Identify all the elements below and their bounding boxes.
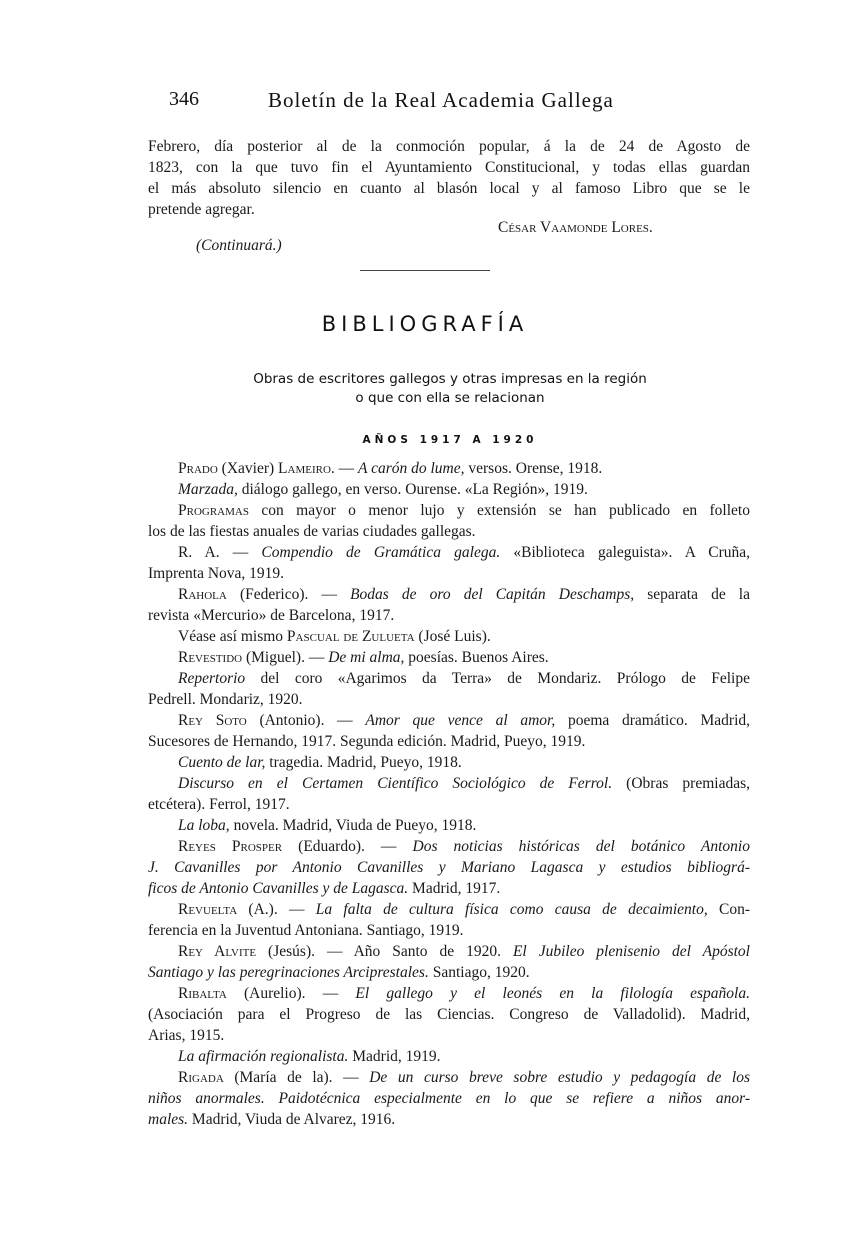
entry-text: Madrid, 1917.: [408, 880, 501, 897]
list-item: [178, 901, 750, 919]
entry-title-line: [148, 859, 750, 877]
entry-title: De mi alma,: [328, 649, 405, 666]
entry-text: separata de la: [634, 586, 750, 603]
list-item: [178, 838, 750, 856]
entry-title: Santiago y las peregrinaciones Arciprestales.: [148, 964, 429, 981]
list-item: [178, 544, 750, 562]
text-line: revista «Mercurio» de Barcelona, 1917.: [148, 607, 395, 624]
entry-title: Amor que vence al amor,: [365, 712, 556, 729]
entry-title: J. Cavanilles por Antonio Cavanilles y Mariano Lagasca y estudios bibliográ-: [148, 859, 750, 876]
author-signature: César Vaamonde Lores.: [498, 219, 653, 236]
entry-text: (Obras premiadas,: [612, 775, 750, 792]
entry-author: Revuelta: [178, 901, 238, 918]
entry-text: diálogo gallego, en verso. Ourense. «La Región», 1919.: [237, 481, 588, 498]
entry-text: . —: [330, 460, 359, 477]
entry-title: niños anormales. Paidotécnica especialmente en lo que se refiere a niños anor-: [148, 1090, 750, 1107]
entry-author: Rahola: [178, 586, 227, 603]
entry-text: (Miguel). —: [242, 649, 329, 666]
entry-author: R. A. —: [178, 544, 262, 561]
section-years: AÑOS 1917 A 1920: [362, 434, 538, 446]
text-line: [148, 880, 750, 898]
entry-text: Con-: [707, 901, 750, 918]
text-line: Arias, 1915.: [148, 1027, 225, 1044]
entry-title: Discurso en el Certamen Científico Sociológico de Ferrol.: [178, 775, 613, 792]
entry-text: Santiago, 1920.: [428, 964, 530, 981]
entry-title: El gallego y el leonés en la filología española.: [355, 985, 750, 1002]
entry-author: Revestido: [178, 649, 243, 666]
entry-title: La falta de cultura física como causa de decaimiento,: [315, 901, 708, 918]
text-line: 1823, con la que tuvo fin el Ayuntamiento Constitucional, y todas ellas guardan: [148, 159, 750, 176]
entry-author: Pascual de Zulueta: [286, 628, 415, 645]
entry-text: (Federico). —: [226, 586, 351, 603]
entry-title: El Jubileo plenisenio del Apóstol: [512, 943, 750, 960]
entry-title: ficos de Antonio Cavanilles y de Lagasca.: [148, 880, 409, 897]
entry-text: «Biblioteca galeguista». A Cruña,: [500, 544, 750, 561]
entry-text: (A.). —: [237, 901, 316, 918]
entry-title: Dos noticias históricas del botánico Antonio: [412, 838, 750, 855]
entry-text: poesías. Buenos Aires.: [404, 649, 549, 666]
list-item: [178, 1048, 750, 1066]
entry-title: Repertorio: [178, 670, 246, 687]
entry-text: del coro «Agarimos da Terra» de Mondariz. Prólogo de Felipe: [245, 670, 750, 687]
entry-text: Madrid, Viuda de Alvarez, 1916.: [188, 1111, 396, 1128]
entry-text: tragedia. Madrid, Pueyo, 1918.: [265, 754, 462, 771]
entry-text: (Jesús). — Año Santo de 1920.: [256, 943, 513, 960]
list-item: [178, 712, 750, 730]
entry-title: Cuento de lar,: [178, 754, 266, 771]
list-item: [178, 1069, 750, 1087]
list-item: [178, 628, 750, 646]
entry-author: Rey Soto: [178, 712, 247, 729]
text-line: Sucesores de Hernando, 1917. Segunda edición. Madrid, Pueyo, 1919.: [148, 733, 586, 750]
text-line: pretende agregar.: [148, 201, 255, 218]
page-number: 346: [169, 88, 199, 110]
entry-title-line: [148, 1090, 750, 1108]
text-line: ferencia en la Juventud Antoniana. Santiago, 1919.: [148, 922, 464, 939]
entry-text: Véase así mismo: [178, 628, 287, 645]
entry-text: Madrid, 1919.: [348, 1048, 441, 1065]
running-title: Boletín de la Real Academia Gallega: [268, 88, 614, 112]
text-line: los de las fiestas anuales de varias ciudades gallegas.: [148, 523, 476, 540]
entry-text: (José Luis).: [414, 628, 491, 645]
entry-title: A carón do lume,: [358, 460, 465, 477]
section-divider: [360, 270, 490, 271]
entry-text: con mayor o menor lujo y extensión se han publicado en folleto: [248, 502, 750, 519]
entry-author: Programas: [178, 502, 249, 519]
entry-author: Reyes Prosper: [178, 838, 283, 855]
text-line: (Asociación para el Progreso de las Ciencias. Congreso de Valladolid). Madrid,: [148, 1006, 750, 1023]
entry-text: (Eduardo). —: [282, 838, 413, 855]
entry-author: Rey Alvite: [178, 943, 257, 960]
list-item: [178, 943, 750, 961]
entry-title: La loba,: [178, 817, 230, 834]
list-item: [178, 481, 750, 499]
list-item: [178, 985, 750, 1003]
text-line: Pedrell. Mondariz, 1920.: [148, 691, 303, 708]
list-item: [178, 754, 750, 772]
section-subtitle-2: o que con ella se relacionan: [355, 390, 545, 406]
entry-title: Marzada,: [178, 481, 238, 498]
text-line: [148, 964, 750, 982]
entry-text: (Antonio). —: [246, 712, 366, 729]
list-item: [178, 649, 750, 667]
entry-text: versos. Orense, 1918.: [464, 460, 603, 477]
section-subtitle-1: Obras de escritores gallegos y otras impresas en la región: [253, 371, 647, 387]
entry-title: La afirmación regionalista.: [178, 1048, 349, 1065]
list-item: [178, 502, 750, 520]
entry-text: (Aurelio). —: [226, 985, 356, 1002]
entry-text: poema dramático. Madrid,: [555, 712, 751, 729]
entry-author: Rigada: [178, 1069, 224, 1086]
continuara-line: [196, 237, 282, 255]
text-line: Imprenta Nova, 1919.: [148, 565, 285, 582]
text-line: Febrero, día posterior al de la conmoción popular, á la de 24 de Agosto de: [148, 138, 750, 155]
text-line: etcétera). Ferrol, 1917.: [148, 796, 290, 813]
continuara-note: (Continuará.): [196, 237, 282, 254]
entry-text: novela. Madrid, Viuda de Pueyo, 1918.: [229, 817, 477, 834]
list-item: [178, 817, 750, 835]
text-line: [148, 1111, 750, 1129]
entry-author: Prado: [178, 460, 218, 477]
text-line: el más absoluto silencio en cuanto al blasón local y al famoso Libro que se le: [148, 180, 750, 197]
list-item: [178, 775, 750, 793]
list-item: [178, 460, 750, 478]
entry-title: De un curso breve sobre estudio y pedagogía de los: [369, 1069, 750, 1086]
entry-text: (Xavier): [217, 460, 279, 477]
section-title: BIBLIOGRAFÍA: [321, 312, 529, 336]
entry-title: Bodas de oro del Capitán Deschamps,: [350, 586, 635, 603]
entry-title: Compendio de Gramática galega.: [261, 544, 501, 561]
entry-text: (María de la). —: [223, 1069, 370, 1086]
entry-author: Lameiro: [278, 460, 331, 477]
entry-author: Ribalta: [178, 985, 227, 1002]
list-item: [178, 586, 750, 604]
list-item: [178, 670, 750, 688]
entry-title: males.: [148, 1111, 189, 1128]
